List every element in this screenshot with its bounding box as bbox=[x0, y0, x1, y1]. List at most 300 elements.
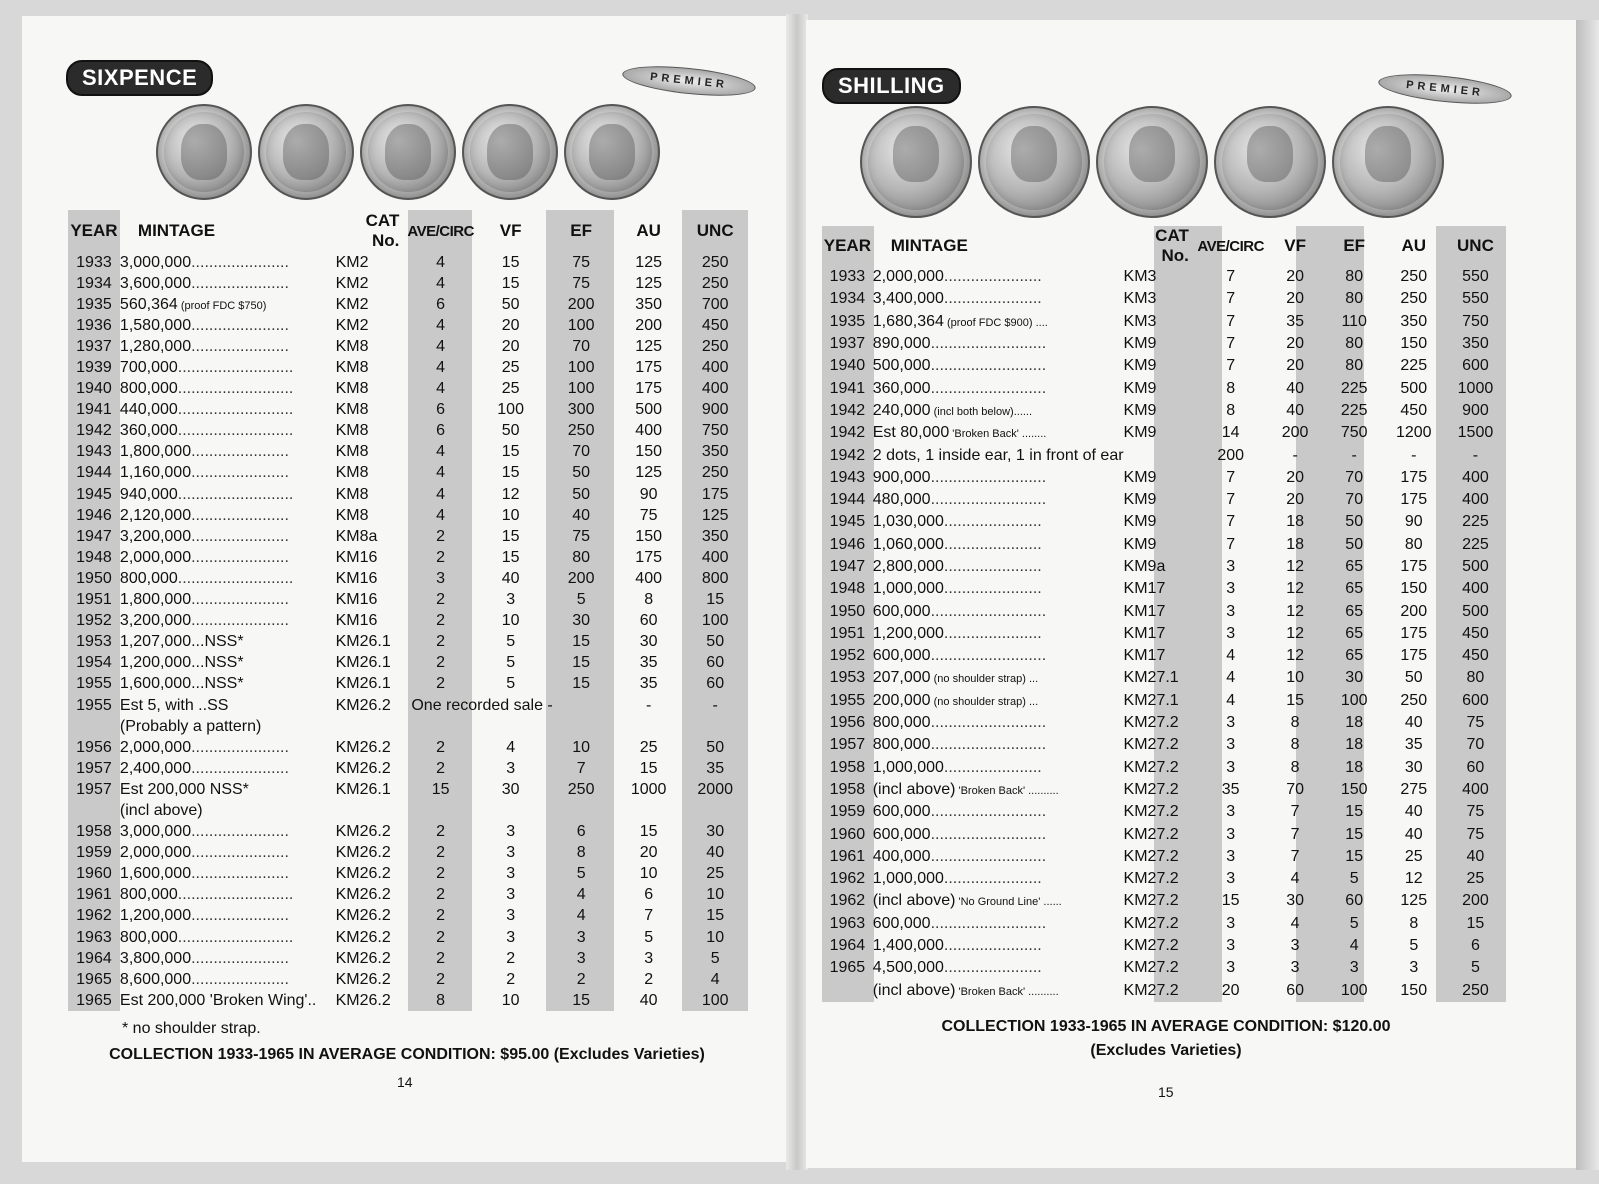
table-row bbox=[68, 632, 748, 653]
row-vf: 30 bbox=[1286, 892, 1304, 910]
table-row bbox=[68, 421, 748, 442]
row-cat-no: KM3 bbox=[1123, 268, 1157, 286]
table-row bbox=[68, 611, 748, 632]
row-year: 1956 bbox=[829, 714, 866, 732]
row-au: 1200 bbox=[1395, 424, 1432, 442]
row-unc: 75 bbox=[1466, 714, 1485, 732]
row-mintage: 2,000,000...................... bbox=[119, 548, 289, 566]
row-au: 350 bbox=[635, 295, 662, 313]
row-ave-circ: 3 bbox=[1226, 558, 1236, 575]
row-cat-no: KM9a bbox=[1123, 558, 1166, 575]
row-unc: 450 bbox=[701, 316, 729, 334]
row-ave-circ: 3 bbox=[1226, 870, 1236, 888]
row-ef: 75 bbox=[572, 274, 591, 292]
row-ef: 150 bbox=[1340, 780, 1368, 798]
table-row bbox=[68, 590, 748, 611]
row-cat-no bbox=[1124, 444, 1197, 466]
row-ave-circ: 2 bbox=[436, 591, 446, 609]
row-year: 1961 bbox=[829, 847, 866, 865]
shilling-price-table bbox=[822, 226, 1506, 1002]
row-ef: 80 bbox=[572, 548, 591, 566]
row-unc: 400 bbox=[1462, 780, 1489, 798]
row-ave-circ: 7 bbox=[1226, 268, 1236, 286]
book-gutter bbox=[786, 14, 808, 1170]
row-cat-no: KM26.2 bbox=[335, 823, 391, 841]
row-ef: 60 bbox=[1345, 892, 1364, 910]
row-cat-no: KM9 bbox=[1123, 468, 1157, 486]
table-row bbox=[822, 377, 1506, 399]
row-vf: 3 bbox=[506, 886, 516, 904]
table-row bbox=[822, 734, 1506, 756]
row-unc: 800 bbox=[701, 569, 729, 587]
row-cat-no: KM27.2 bbox=[1123, 736, 1179, 754]
row-mintage: 240,000 (incl both below)...... bbox=[872, 401, 1033, 419]
row-mintage: 1,200,000...NSS* bbox=[119, 654, 244, 672]
table-row bbox=[822, 556, 1506, 578]
row-cat-no: KM27.2 bbox=[1123, 870, 1179, 888]
row-unc: 15 bbox=[706, 907, 725, 925]
row-unc: 1000 bbox=[1457, 379, 1494, 397]
row-year: 1964 bbox=[76, 949, 112, 967]
row-ef: 80 bbox=[1345, 335, 1364, 353]
row-unc: 250 bbox=[701, 253, 729, 271]
row-ef: 65 bbox=[1345, 647, 1364, 665]
row-vf: 12 bbox=[1286, 558, 1304, 575]
row-ave-circ: 4 bbox=[436, 253, 446, 271]
row-au: 225 bbox=[1400, 357, 1428, 375]
row-vf: 5 bbox=[506, 675, 516, 693]
row-year: 1950 bbox=[829, 602, 866, 620]
row-cat-no: KM17 bbox=[1123, 580, 1166, 598]
row-ave-circ: 2 bbox=[436, 675, 446, 693]
row-unc: 450 bbox=[1462, 624, 1489, 642]
row-ef: 250 bbox=[567, 780, 595, 798]
sixpence-price-table bbox=[68, 210, 748, 1011]
row-vf: 20 bbox=[1286, 268, 1304, 286]
row-au: 150 bbox=[635, 527, 662, 545]
coin-maori-reverse-image bbox=[860, 106, 972, 218]
row-au: 50 bbox=[1404, 669, 1423, 687]
row-cat-no: KM8 bbox=[335, 359, 369, 377]
row-cat-no: KM26.2 bbox=[335, 949, 391, 967]
row-unc: 15 bbox=[706, 591, 725, 609]
row-mintage: 600,000.......................... bbox=[872, 803, 1047, 821]
row-ef: 225 bbox=[1340, 401, 1368, 419]
row-ef: 65 bbox=[1345, 602, 1364, 620]
row-vf: 200 bbox=[1281, 424, 1309, 442]
row-ef: 15 bbox=[1345, 803, 1364, 821]
header-year: YEAR bbox=[70, 221, 118, 240]
row-unc: 200 bbox=[1462, 892, 1489, 910]
row-cat-no: KM8 bbox=[335, 380, 369, 398]
row-unc: 50 bbox=[706, 633, 725, 651]
row-ave-circ: 4 bbox=[436, 274, 446, 292]
table-row bbox=[68, 864, 748, 885]
row-ave-circ: 3 bbox=[1226, 825, 1236, 843]
row-ef: 50 bbox=[572, 464, 591, 482]
row-au: 125 bbox=[635, 464, 662, 482]
row-year: 1951 bbox=[76, 591, 112, 609]
row-year bbox=[822, 980, 873, 1002]
row-ef: 200 bbox=[567, 295, 595, 313]
row-cat-no: KM16 bbox=[335, 612, 378, 630]
row-au: 500 bbox=[1400, 379, 1428, 397]
row-ave-circ: 4 bbox=[436, 316, 446, 334]
row-ef: 75 bbox=[572, 253, 591, 271]
table-row-continuation bbox=[68, 800, 748, 821]
table-row bbox=[822, 623, 1506, 645]
row-ave-circ: 2 bbox=[436, 548, 446, 566]
row-year: 1965 bbox=[76, 991, 112, 1009]
table-row bbox=[822, 913, 1506, 935]
header-au: AU bbox=[1401, 236, 1427, 255]
row-ave-circ: 7 bbox=[1226, 513, 1236, 531]
row-cat-no: KM27.2 bbox=[1123, 959, 1179, 977]
row-year: 1959 bbox=[76, 844, 112, 862]
row-unc: 5 bbox=[710, 949, 720, 967]
row-ave-circ: 6 bbox=[436, 295, 446, 313]
row-year: 1947 bbox=[76, 527, 112, 545]
row-mintage: 2,000,000...................... bbox=[119, 738, 289, 756]
row-year: 1963 bbox=[829, 914, 866, 932]
table-row bbox=[822, 712, 1506, 734]
row-year: 1958 bbox=[829, 780, 866, 798]
row-unc: 2000 bbox=[697, 780, 733, 798]
row-ef: 65 bbox=[1345, 580, 1364, 598]
row-vf: 7 bbox=[1290, 847, 1300, 865]
coin-george-vi-image bbox=[1214, 106, 1326, 218]
row-year: 1953 bbox=[829, 669, 866, 687]
row-ef: 3 bbox=[576, 949, 586, 967]
table-row bbox=[822, 422, 1506, 444]
row-year: 1952 bbox=[76, 612, 112, 630]
table-row bbox=[68, 990, 748, 1011]
row-unc: 450 bbox=[1462, 647, 1489, 665]
row-year: 1962 bbox=[829, 870, 866, 888]
row-mintage: 3,400,000...................... bbox=[872, 290, 1042, 308]
row-unc: 10 bbox=[706, 886, 725, 904]
row-year: 1933 bbox=[76, 253, 112, 271]
row-ave-circ: 8 bbox=[1226, 379, 1236, 397]
header-ef: EF bbox=[1343, 236, 1366, 255]
row-ave-circ: 4 bbox=[436, 380, 446, 398]
row-unc: 35 bbox=[706, 759, 725, 777]
row-ef: 50 bbox=[1345, 535, 1364, 553]
row-ef: 4 bbox=[576, 886, 586, 904]
table-row bbox=[68, 526, 748, 547]
row-au: 7 bbox=[644, 907, 654, 925]
row-cat-no: KM26.2 bbox=[335, 844, 391, 862]
row-ef: 15 bbox=[1345, 847, 1364, 865]
row-au: 25 bbox=[1404, 847, 1423, 865]
row-cat-no: KM27.2 bbox=[1123, 780, 1179, 798]
row-year: 1958 bbox=[76, 823, 112, 841]
row-vf: 3 bbox=[506, 759, 516, 777]
row-ave-circ: 3 bbox=[1226, 758, 1236, 776]
row-au: 400 bbox=[635, 569, 662, 587]
row-au: 10 bbox=[639, 865, 658, 883]
row-unc: 75 bbox=[1466, 825, 1485, 843]
row-ave-circ: 6 bbox=[436, 422, 446, 440]
row-mintage: 8,600,000...................... bbox=[119, 970, 289, 988]
row-mintage: 360,000.......................... bbox=[119, 422, 294, 440]
row-ef: 5 bbox=[576, 591, 586, 609]
collection-excludes: (Excludes Varieties) bbox=[1090, 1042, 1242, 1059]
row-ave-circ: 7 bbox=[1226, 357, 1236, 375]
row-unc: 350 bbox=[701, 443, 729, 461]
row-unc: 50 bbox=[706, 738, 725, 756]
row-ef: 18 bbox=[1345, 758, 1364, 776]
row-year: 1936 bbox=[76, 316, 112, 334]
row-ave-circ: 3 bbox=[1226, 714, 1236, 732]
row-ef: 5 bbox=[1349, 914, 1359, 932]
table-row bbox=[822, 444, 1506, 466]
row-cat-no: KM27.1 bbox=[1123, 691, 1179, 709]
row-ef: 18 bbox=[1345, 714, 1364, 732]
row-mintage: 2,120,000...................... bbox=[119, 506, 289, 524]
row-mintage: Est 5, with ..SS bbox=[119, 696, 229, 714]
table-row bbox=[68, 674, 748, 695]
row-ave-circ: 2 bbox=[436, 865, 446, 883]
row-mintage: 1,030,000...................... bbox=[872, 513, 1042, 531]
row-au: 40 bbox=[1404, 825, 1423, 843]
row-mintage: 560,364 (proof FDC $750) bbox=[119, 295, 267, 313]
row-unc: 500 bbox=[1462, 558, 1489, 575]
row-vf: 40 bbox=[1286, 379, 1304, 397]
row-ef: 50 bbox=[1345, 513, 1364, 531]
row-au: 15 bbox=[639, 823, 658, 841]
footnote: * no shoulder strap. bbox=[122, 1020, 261, 1037]
row-year: 1945 bbox=[76, 485, 112, 503]
row-vf: 12 bbox=[1286, 602, 1304, 620]
row-ave-circ: 4 bbox=[1226, 647, 1236, 665]
row-ef: 30 bbox=[1345, 669, 1364, 687]
row-cat-no: KM9 bbox=[1123, 535, 1157, 553]
header-unc: UNC bbox=[1457, 236, 1494, 255]
row-cat-no: KM26.2 bbox=[335, 865, 391, 883]
row-vf: 3 bbox=[506, 844, 516, 862]
row-unc: 400 bbox=[701, 359, 729, 377]
row-unc: 900 bbox=[1462, 401, 1489, 419]
row-au: 350 bbox=[1400, 312, 1428, 330]
row-year: 1934 bbox=[829, 290, 866, 308]
row-year: 1941 bbox=[76, 401, 112, 419]
row-unc: 400 bbox=[701, 380, 729, 398]
row-vf: 3 bbox=[506, 865, 516, 883]
row-mintage: 500,000.......................... bbox=[872, 357, 1047, 375]
row-vf: 8 bbox=[1290, 736, 1300, 754]
row-year: 1956 bbox=[76, 738, 112, 756]
row-ave-circ: 2 bbox=[436, 738, 446, 756]
row-cat-no: KM26.2 bbox=[335, 738, 391, 756]
row-unc: 30 bbox=[706, 823, 725, 841]
row-unc: 900 bbox=[701, 401, 729, 419]
row-au: 200 bbox=[1400, 602, 1428, 620]
row-ef: 40 bbox=[572, 506, 591, 524]
row-mintage: Est 200,000 'Broken Wing'.. bbox=[119, 991, 317, 1009]
row-unc: 550 bbox=[1462, 268, 1489, 286]
row-ef: 4 bbox=[576, 907, 586, 925]
row-mintage: 600,000.......................... bbox=[872, 914, 1047, 932]
table-row bbox=[68, 442, 748, 463]
row-cat-no: KM8 bbox=[335, 464, 369, 482]
row-cat-no: KM26.1 bbox=[335, 633, 391, 651]
row-vf: 15 bbox=[501, 464, 520, 482]
row-unc: 100 bbox=[701, 991, 729, 1009]
row-vf: 50 bbox=[501, 295, 520, 313]
row-unc: 80 bbox=[1466, 669, 1485, 687]
row-year: 1939 bbox=[76, 359, 112, 377]
row-cat-no: KM9 bbox=[1123, 424, 1157, 442]
table-row bbox=[68, 969, 748, 990]
row-unc: - bbox=[1472, 446, 1479, 464]
row-vf: 4 bbox=[506, 738, 516, 756]
row-ave-circ: 3 bbox=[436, 569, 446, 587]
row-mintage: 1,060,000...................... bbox=[872, 535, 1042, 553]
row-au: 80 bbox=[1404, 535, 1423, 553]
row-unc: 60 bbox=[706, 654, 725, 672]
row-au: 90 bbox=[1404, 513, 1423, 531]
row-mintage: 1,000,000...................... bbox=[872, 758, 1042, 776]
row-mintage: 900,000.......................... bbox=[872, 468, 1047, 486]
row-cat-no: KM26.2 bbox=[335, 886, 391, 904]
row-cat-no: KM26.1 bbox=[335, 780, 391, 798]
row-mintage: 2,800,000...................... bbox=[872, 558, 1042, 575]
table-row bbox=[68, 357, 748, 378]
row-year: 1960 bbox=[829, 825, 866, 843]
row-cat-no: KM27.2 bbox=[1123, 847, 1179, 865]
row-year: 1943 bbox=[76, 443, 112, 461]
row-cat-no: KM2 bbox=[335, 316, 369, 334]
row-cat-no: KM8 bbox=[335, 401, 369, 419]
row-cat-no: KM17 bbox=[1123, 647, 1166, 665]
row-vf: 20 bbox=[501, 316, 520, 334]
row-au: 250 bbox=[1400, 268, 1428, 286]
row-unc: 75 bbox=[1466, 803, 1485, 821]
row-unc: 25 bbox=[1466, 870, 1485, 888]
row-mintage: 1,600,000...NSS* bbox=[119, 675, 244, 693]
row-mintage: Est 80,000 'Broken Back' ........ bbox=[872, 424, 1047, 442]
row-ave-circ: 15 bbox=[431, 780, 450, 798]
row-cat-no: KM9 bbox=[1123, 513, 1157, 531]
row-mintage: 1,000,000...................... bbox=[872, 870, 1042, 888]
row-au: 20 bbox=[639, 844, 658, 862]
row-mintage: 4,500,000...................... bbox=[872, 959, 1042, 977]
row-cat-no: KM9 bbox=[1123, 401, 1157, 419]
row-year: 1961 bbox=[76, 886, 112, 904]
row-vf: 5 bbox=[506, 633, 516, 651]
row-mintage: 3,200,000...................... bbox=[119, 527, 289, 545]
row-cat-no: KM27.2 bbox=[1123, 758, 1179, 776]
row-unc: 1500 bbox=[1457, 424, 1494, 442]
table-row bbox=[68, 505, 748, 526]
row-ef: 50 bbox=[572, 485, 591, 503]
row-vf: 3 bbox=[506, 907, 516, 925]
row-mintage: 360,000.......................... bbox=[872, 379, 1047, 397]
row-vf: 20 bbox=[1286, 491, 1304, 509]
table-row bbox=[822, 288, 1506, 310]
row-au: 3 bbox=[1409, 959, 1419, 977]
row-ave-circ: 4 bbox=[436, 443, 446, 461]
table-row bbox=[822, 400, 1506, 422]
row-cat-no: KM9 bbox=[1123, 379, 1157, 397]
row-mintage: 890,000.......................... bbox=[872, 335, 1047, 353]
row-ave-circ: 4 bbox=[436, 337, 446, 355]
row-unc: 350 bbox=[701, 527, 729, 545]
row-mintage: 800,000.......................... bbox=[119, 380, 294, 398]
table-row bbox=[822, 868, 1506, 890]
row-ef: 75 bbox=[572, 527, 591, 545]
row-vf: 3 bbox=[1290, 959, 1300, 977]
table-row bbox=[822, 957, 1506, 979]
row-ef: 7 bbox=[576, 759, 586, 777]
row-mintage: 1,200,000...................... bbox=[872, 624, 1042, 642]
row-year: 1965 bbox=[829, 959, 866, 977]
table-row bbox=[68, 463, 748, 484]
row-vf: 4 bbox=[1290, 870, 1300, 888]
row-ef: 6 bbox=[576, 823, 586, 841]
row-ave-circ: 7 bbox=[1226, 468, 1236, 486]
row-au: 175 bbox=[635, 380, 662, 398]
row-au: 150 bbox=[635, 443, 662, 461]
row-vf: 18 bbox=[1286, 513, 1304, 531]
table-row bbox=[68, 252, 748, 273]
row-ef: 65 bbox=[1345, 558, 1364, 575]
row-year: 1943 bbox=[829, 468, 866, 486]
header-mintage: MINTAGE bbox=[890, 236, 968, 255]
page-number: 15 bbox=[1158, 1084, 1174, 1100]
row-cat-no: KM27.2 bbox=[1123, 981, 1179, 999]
row-year: 1940 bbox=[829, 357, 866, 375]
row-year: 1965 bbox=[76, 970, 112, 988]
row-vf: 40 bbox=[1286, 401, 1304, 419]
row-ef: 70 bbox=[1345, 491, 1364, 509]
table-row bbox=[68, 547, 748, 568]
row-cat-no: KM2 bbox=[335, 253, 369, 271]
row-mintage: 1,800,000...................... bbox=[119, 591, 289, 609]
row-ef: 100 bbox=[567, 359, 595, 377]
row-vf: 25 bbox=[501, 359, 520, 377]
row-ef: 80 bbox=[1345, 268, 1364, 286]
row-year: 1957 bbox=[829, 736, 866, 754]
row-year: 1946 bbox=[76, 506, 112, 524]
row-au: 12 bbox=[1404, 870, 1423, 888]
row-cat-no: KM9 bbox=[1123, 357, 1157, 375]
table-row bbox=[822, 355, 1506, 377]
row-au: 25 bbox=[639, 738, 658, 756]
table-row bbox=[68, 400, 748, 421]
table-row bbox=[68, 653, 748, 674]
row-ef: 300 bbox=[567, 401, 595, 419]
row-unc: 400 bbox=[701, 548, 729, 566]
row-vf: 10 bbox=[501, 612, 520, 630]
row-mintage: 3,000,000...................... bbox=[119, 823, 289, 841]
row-mintage: 1,160,000...................... bbox=[119, 464, 289, 482]
row-year: 1945 bbox=[829, 513, 866, 531]
table-row bbox=[822, 311, 1506, 333]
row-au: 125 bbox=[635, 337, 662, 355]
row-year: 1935 bbox=[829, 312, 866, 330]
table-row bbox=[822, 600, 1506, 622]
row-mintage: 700,000.......................... bbox=[119, 359, 294, 377]
row-ef: 4 bbox=[1349, 937, 1359, 955]
table-row bbox=[68, 379, 748, 400]
row-ef: 100 bbox=[1340, 981, 1368, 999]
row-ave-circ: 7 bbox=[1226, 312, 1236, 330]
row-cat-no: KM27.2 bbox=[1123, 892, 1179, 910]
row-year: 1954 bbox=[76, 654, 112, 672]
header-ave-circ: AVE/CIRC bbox=[407, 222, 474, 240]
